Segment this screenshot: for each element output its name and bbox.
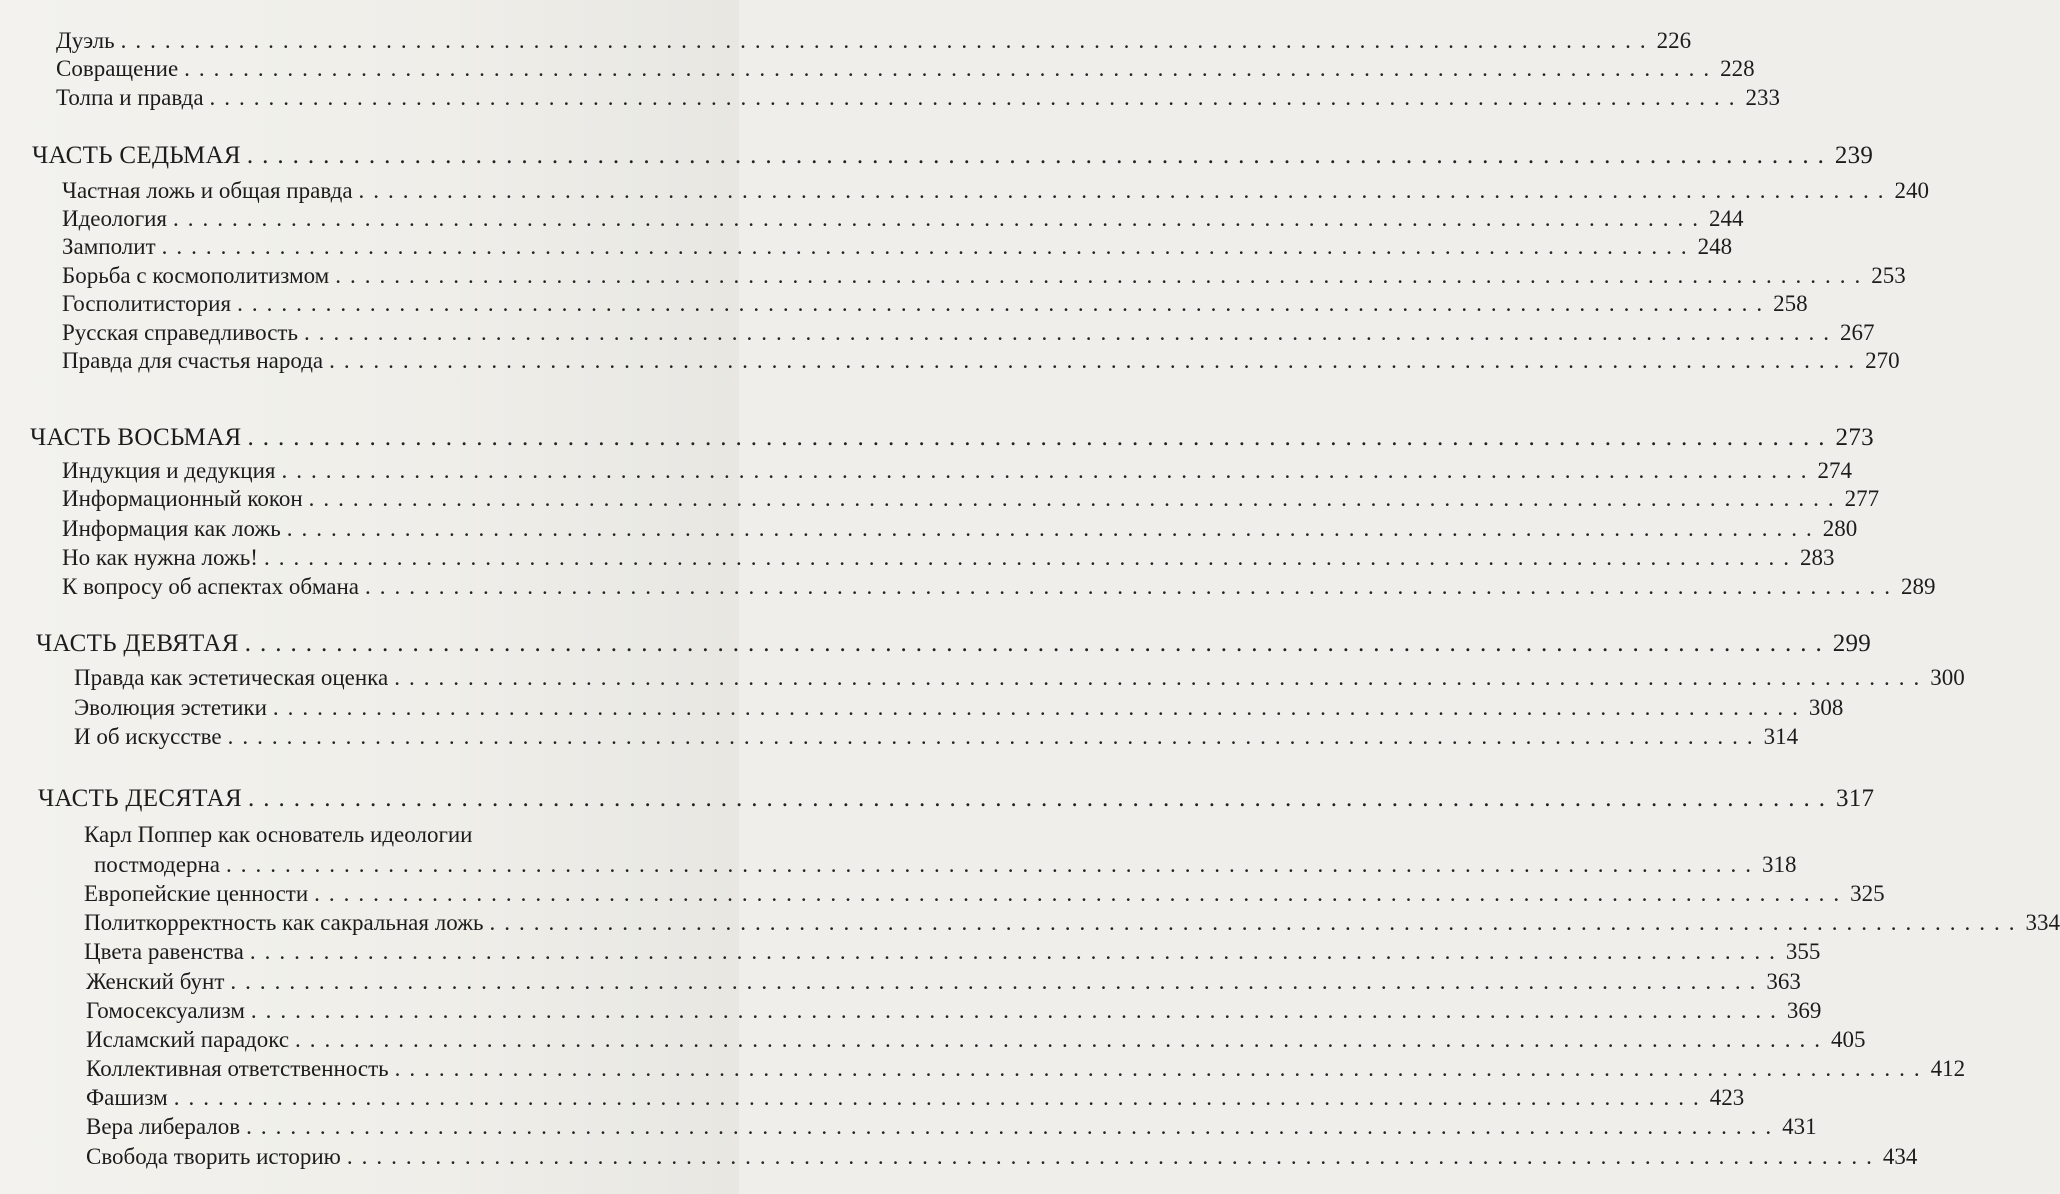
dot-leader: ........................................................................................................ <box>314 881 1849 906</box>
dot-leader: ........................................................................................................ <box>249 939 1784 964</box>
toc-entry <box>84 910 2060 936</box>
toc-entry <box>62 320 1875 346</box>
toc-entry-title: Замполит <box>62 234 156 259</box>
toc-entry-title: Информация как ложь <box>62 516 281 541</box>
dot-leader: ........................................................................................................ <box>308 486 1843 511</box>
toc-entry <box>86 1056 1966 1082</box>
toc-entry <box>74 665 1965 691</box>
toc-entry-title: ЧАСТЬ ВОСЬМАЯ <box>30 424 242 451</box>
toc-entry-page: 248 <box>1697 234 1733 259</box>
toc-entry-page: 300 <box>1930 665 1965 690</box>
dot-leader: ........................................................................................................ <box>244 630 1831 657</box>
toc-entry-title: Частная ложь и общая правда <box>62 178 353 203</box>
toc-entry-title: Политкорректность как сакральная ложь <box>84 910 484 935</box>
toc-entry <box>62 263 1906 289</box>
toc-entry-page: 226 <box>1656 28 1692 53</box>
toc-entry-title: ЧАСТЬ СЕДЬМАЯ <box>32 142 241 169</box>
toc-entry <box>62 291 1808 317</box>
toc-entry <box>84 939 1821 965</box>
toc-entry <box>86 1085 1745 1111</box>
toc-entry-title: Идеология <box>62 206 168 231</box>
dot-leader: ........................................................................................................ <box>184 56 1719 81</box>
toc-entry-title: Коллективная ответственность <box>86 1056 389 1081</box>
dot-leader: ........................................................................................................ <box>281 458 1816 483</box>
dot-leader: ........................................................................................................ <box>295 1027 1830 1052</box>
dot-leader: ........................................................................................................ <box>335 263 1870 288</box>
toc-entry-page: 355 <box>1785 939 1821 964</box>
toc-entry-page: 258 <box>1773 291 1808 316</box>
toc-entry-title: Свобода творить историю <box>86 1144 341 1169</box>
toc-entry-title: Карл Поппер как основатель идеологии <box>84 822 473 847</box>
dot-leader: ........................................................................................................ <box>263 545 1798 570</box>
dot-leader: ........................................................................................................ <box>329 348 1864 373</box>
toc-entry-page: 267 <box>1839 320 1875 345</box>
toc-entry-title: Но как нужна ложь! <box>62 545 258 570</box>
toc-entry <box>62 206 1744 232</box>
toc-entry <box>86 1027 1866 1053</box>
toc-entry <box>56 28 1692 54</box>
toc-entry-page: 244 <box>1709 206 1744 231</box>
toc-entry <box>56 56 1755 82</box>
dot-leader: ........................................................................................................ <box>394 1056 1929 1081</box>
toc-entry <box>86 969 1801 995</box>
dot-leader: ........................................................................................................ <box>247 424 1834 451</box>
toc-entry-page: 274 <box>1817 458 1852 483</box>
toc-entry-title: Правда для счастья народа <box>62 348 324 373</box>
toc-entry <box>62 348 1900 374</box>
toc-entry <box>94 852 1797 878</box>
toc-entry-page: 270 <box>1865 348 1900 373</box>
toc-entry <box>84 881 1885 907</box>
dot-leader: ........................................................................................................ <box>246 1114 1781 1139</box>
toc-entry-page: 283 <box>1799 545 1835 570</box>
toc-entry-title: Информационный кокон <box>62 486 303 511</box>
toc-entry <box>74 695 1844 721</box>
toc-entry-page: 289 <box>1900 574 1936 599</box>
dot-leader: ........................................................................................................ <box>303 320 1838 345</box>
toc-entry-page: 277 <box>1844 486 1880 511</box>
toc-entry-title: ЧАСТЬ ДЕСЯТАЯ <box>38 785 242 812</box>
dot-leader: ........................................................................................................ <box>161 234 1696 259</box>
toc-entry <box>84 822 694 848</box>
toc-entry-title: Борьба с космополитизмом <box>62 263 330 288</box>
toc-entry <box>86 1114 1817 1140</box>
toc-entry <box>74 724 1799 750</box>
toc-entry-title: Правда как эстетическая оценка <box>74 665 389 690</box>
toc-entry-page: 318 <box>1761 852 1797 877</box>
toc-entry-page: 369 <box>1786 998 1822 1023</box>
toc-entry-title: Европейские ценности <box>84 881 309 906</box>
toc-entry <box>62 545 1835 571</box>
toc-entry-page: 240 <box>1894 178 1930 203</box>
dot-leader: ........................................................................................................ <box>286 516 1821 541</box>
toc-entry <box>86 1144 1918 1170</box>
toc-entry-page: 334 <box>2025 910 2060 935</box>
toc-entry <box>56 85 1781 111</box>
toc-entry <box>62 458 1852 484</box>
toc-entry-title: Цвета равенства <box>84 939 244 964</box>
toc-entry-title: Гомосексуализм <box>86 998 245 1023</box>
toc-entry-page: 299 <box>1832 630 1872 657</box>
toc-entry-page: 314 <box>1763 724 1799 749</box>
toc-entry-page: 363 <box>1766 969 1801 994</box>
dot-leader: ........................................................................................................ <box>173 1085 1708 1110</box>
toc-entry-page: 228 <box>1720 56 1755 81</box>
toc-part-heading <box>30 424 1874 452</box>
toc-entry-title: Женский бунт <box>86 969 225 994</box>
toc-entry-title: Исламский парадокс <box>86 1027 290 1052</box>
dot-leader: ........................................................................................................ <box>272 695 1807 720</box>
toc-entry-title: Индукция и дедукция <box>62 458 276 483</box>
toc-entry-title: К вопросу об аспектах обмана <box>62 574 359 599</box>
toc-part-heading <box>36 630 1872 658</box>
toc-entry <box>62 234 1733 260</box>
toc-entry-title: Фашизм <box>86 1085 168 1110</box>
dot-leader: ........................................................................................................ <box>173 206 1708 231</box>
dot-leader: ........................................................................................................ <box>227 724 1762 749</box>
toc-entry-page: 431 <box>1782 1114 1817 1139</box>
toc-entry-page: 423 <box>1709 1085 1745 1110</box>
toc-entry-page: 233 <box>1745 85 1781 110</box>
toc-entry-title: Дуэль <box>56 28 115 53</box>
toc-entry-page: 412 <box>1930 1056 1966 1081</box>
dot-leader: ........................................................................................................ <box>237 291 1772 316</box>
dot-leader: ........................................................................................................ <box>209 85 1744 110</box>
dot-leader: ........................................................................................................ <box>225 852 1760 877</box>
toc-entry-title: Русская справедливость <box>62 320 298 345</box>
toc-entry-title: Совращение <box>56 56 179 81</box>
toc-entry-page: 280 <box>1822 516 1858 541</box>
toc-entry-page: 317 <box>1835 785 1875 812</box>
dot-leader: ........................................................................................................ <box>364 574 1899 599</box>
toc-entry-title: ЧАСТЬ ДЕВЯТАЯ <box>36 630 239 657</box>
dot-leader: ........................................................................................................ <box>358 178 1893 203</box>
dot-leader: ........................................................................................................ <box>489 910 2024 935</box>
toc-entry <box>62 178 1930 204</box>
dot-leader: ........................................................................................................ <box>120 28 1655 53</box>
dot-leader: ........................................................................................................ <box>250 998 1785 1023</box>
toc-entry-title: постмодерна <box>94 852 220 877</box>
dot-leader: ........................................................................................................ <box>246 142 1833 169</box>
toc-part-heading <box>38 785 1875 813</box>
toc-part-heading <box>32 142 1874 170</box>
toc-entry-page: 434 <box>1882 1144 1918 1169</box>
toc-entry <box>86 998 1822 1024</box>
toc-entry-page: 273 <box>1835 424 1874 451</box>
toc-entry-title: Толпа и правда <box>56 85 204 110</box>
toc-entry-page: 239 <box>1834 142 1874 169</box>
toc-entry <box>62 486 1880 512</box>
toc-entry-page: 405 <box>1831 1027 1866 1052</box>
toc-entry-title: И об искусстве <box>74 724 222 749</box>
toc-entry-title: Эволюция эстетики <box>74 695 267 720</box>
dot-leader: ........................................................................................................ <box>394 665 1929 690</box>
toc-entry-title: Госполитистория <box>62 291 232 316</box>
toc-entry <box>62 516 1858 542</box>
dot-leader: ........................................................................................................ <box>346 1144 1881 1169</box>
toc-entry <box>62 574 1936 600</box>
toc-entry-page: 253 <box>1871 263 1906 288</box>
toc-entry-title: Вера либералов <box>86 1114 241 1139</box>
toc-entry-page: 308 <box>1808 695 1844 720</box>
dot-leader: ........................................................................................................ <box>247 785 1834 812</box>
toc-entry-page: 325 <box>1850 881 1885 906</box>
dot-leader: ........................................................................................................ <box>230 969 1765 994</box>
